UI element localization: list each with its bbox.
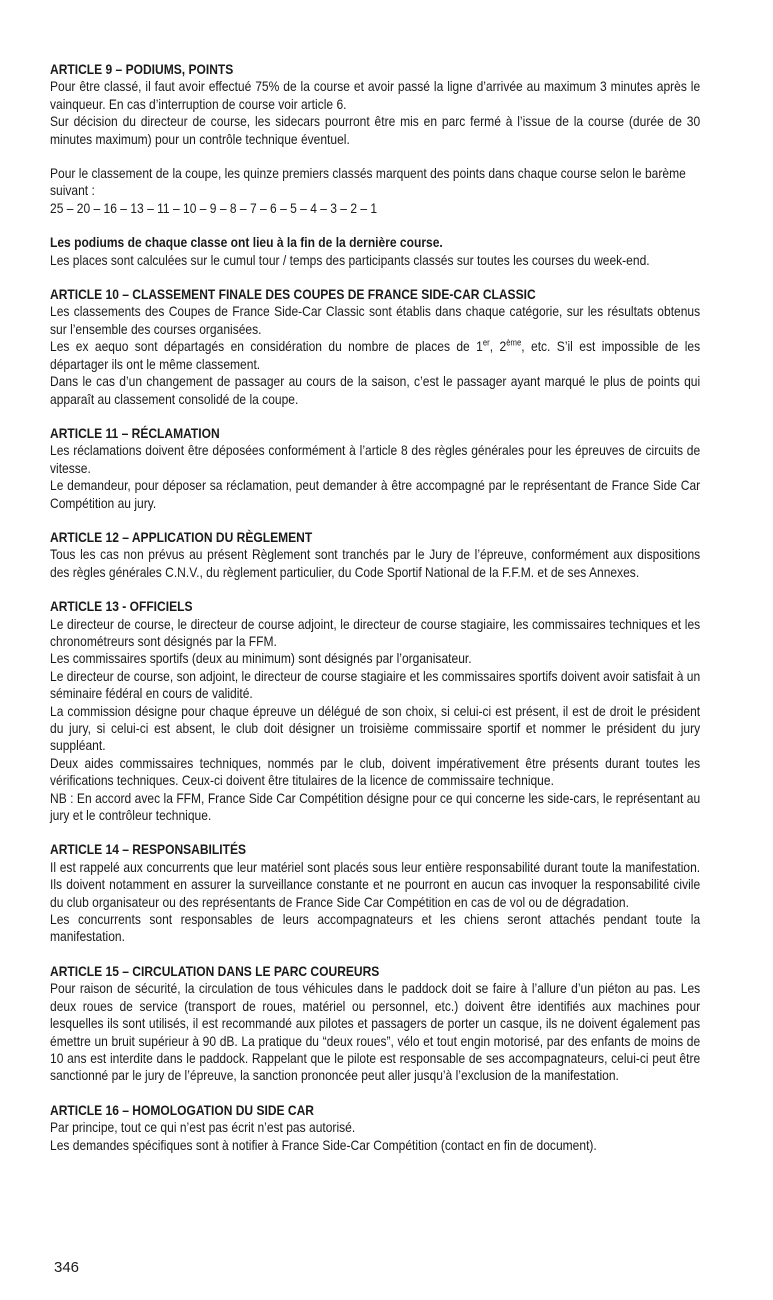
superscript-eme: ème: [506, 337, 522, 348]
article-11: [50, 425, 700, 512]
paragraph: Tous les cas non prévus au présent Règlement sont tranchés par le Jury de l’épreuve, conformément aux dispositions des règles générales C.N.V., du règlement particulier, du Code Sportif National de la F.F.M. et de ses Annexes.: [50, 546, 701, 580]
ex-aequo-text: , etc. S’il est impossible de les départager ils ont le même classement.: [50, 338, 701, 372]
paragraph-gap: [50, 148, 700, 165]
paragraph-gap: [50, 217, 700, 234]
paragraph: Le demandeur, pour déposer sa réclamation, peut demander à être accompagné par le représentant de France Side Car Compétition au jury.: [50, 477, 701, 511]
paragraph: Les classements des Coupes de France Side-Car Classic sont établis dans chaque catégorie, sur les résultats obtenus sur l’ensemble des courses organisées.: [50, 303, 701, 337]
article-13: [50, 598, 700, 824]
article-14: [50, 841, 700, 945]
ex-aequo-text: , 2: [489, 338, 507, 355]
ex-aequo-text: Les ex aequo sont départagés en considération du nombre de places de 1: [50, 338, 483, 355]
paragraph: Par principe, tout ce qui n’est pas écrit n’est pas autorisé.: [50, 1119, 356, 1136]
paragraph: Pour raison de sécurité, la circulation de tous véhicules dans le paddock doit se faire à l’allure d’un piéton au pas. Les deux roues de service (transport de roues, matériel ou personnel, etc.) doivent être identifiés aux machines pour lesquelles ils sont utilisés, il est recommandé aux pilotes et passagers de porter un casque, ils ne doivent également pas émettre un bruit supérieur à 90 dB. La pratique du “deux roues”, vélo et tout engin motorisé, par des enfants de moins de 10 ans est interdite dans le paddock. Rappelant que le pilote est responsable de ses accompagnateurs, celui-ci peut être sanctionné par le jury de l’épreuve, la sanction prononcée peut aller jusqu’à l’exclusion de la manifestation.: [50, 980, 701, 1084]
article-heading: ARTICLE 9 – PODIUMS, POINTS: [50, 61, 234, 77]
paragraph: Les places sont calculées sur le cumul tour / temps des participants classés sur toutes les courses du week-end.: [50, 251, 650, 268]
paragraph: Les commissaires sportifs (deux au minimum) sont désignés par l’organisateur.: [50, 650, 472, 667]
paragraph: Dans le cas d’un changement de passager au cours de la saison, c’est le passager ayant marqué le plus de points qui apparaît au classement consolidé de la coupe.: [50, 373, 701, 407]
article-heading: ARTICLE 15 – CIRCULATION DANS LE PARC COUREURS: [50, 962, 380, 979]
paragraph: Les concurrents sont responsables de leurs accompagnateurs et les chiens seront attachés pendant toute la manifestation.: [50, 911, 701, 945]
article-heading: ARTICLE 14 – RESPONSABILITÉS: [50, 841, 247, 858]
article-heading: ARTICLE 10 – CLASSEMENT FINALE DES COUPES DE FRANCE SIDE-CAR CLASSIC: [50, 286, 536, 303]
paragraph: NB : En accord avec la FFM, France Side Car Compétition désigne pour ce qui concerne les side-cars, le représentant au jury et le contrôleur technique.: [50, 789, 701, 824]
paragraph: Pour être classé, il faut avoir effectué 75% de la course et avoir passé la ligne d’arrivée au maximum 3 minutes après le vainqueur. En cas d’interruption de course voir article 6.: [50, 78, 701, 112]
paragraph: Le directeur de course, le directeur de course adjoint, le directeur de course stagiaire, les commissaires techniques et les chronométreurs sont désignés par la FFM.: [50, 615, 701, 649]
paragraph: Pour le classement de la coupe, les quinze premiers classés marquent des points dans chaque course selon le barème suivant :: [50, 165, 686, 199]
article-heading: ARTICLE 11 – RÉCLAMATION: [50, 424, 220, 441]
paragraph: Le directeur de course, son adjoint, le directeur de course stagiaire et les commissaires sportifs doivent avoir satisfait à un séminaire fédéral en cours de validité.: [50, 667, 701, 702]
article-9: [50, 61, 700, 269]
bold-statement: Les podiums de chaque classe ont lieu à la fin de la dernière course.: [50, 234, 443, 251]
page-number: 346: [54, 1259, 80, 1276]
ex-aequo-paragraph: [50, 338, 700, 373]
paragraph: Il est rappelé aux concurrents que leur matériel sont placés sous leur entière responsabilité durant toute la manifestation. Ils doivent notamment en assurer la surveillance constante et ne pourront en aucun cas invoquer la responsabilité civile du club organisateur ou des représentants de France Side Car Compétition en cas de vol ou de dégradation.: [50, 858, 701, 910]
article-16: [50, 1102, 700, 1154]
superscript-er: er: [482, 337, 490, 348]
paragraph: La commission désigne pour chaque épreuve un délégué de son choix, si celui-ci est présent, il est de droit le président du jury, si celui-ci est absent, le club doit désigner un troisième commissaire sportif et nommer le président du jury suppléant.: [50, 702, 701, 754]
paragraph: Les réclamations doivent être déposées conformément à l’article 8 des règles générales pour les épreuves de circuits de vitesse.: [50, 442, 701, 476]
document-page: [50, 61, 700, 1171]
article-heading: ARTICLE 16 – HOMOLOGATION DU SIDE CAR: [50, 1101, 315, 1118]
paragraph: 25 – 20 – 16 – 13 – 11 – 10 – 9 – 8 – 7 – 6 – 5 – 4 – 3 – 2 – 1: [50, 199, 378, 216]
article-heading: ARTICLE 12 – APPLICATION DU RÈGLEMENT: [50, 528, 313, 545]
paragraph: Les demandes spécifiques sont à notifier à France Side-Car Compétition (contact en fin de document).: [50, 1136, 597, 1153]
article-15: [50, 963, 700, 1085]
paragraph: Deux aides commissaires techniques, nommés par le club, doivent impérativement être présents durant toutes les vérifications techniques. Ceux-ci doivent être titulaires de la licence de commissaire technique.: [50, 754, 701, 789]
paragraph: Sur décision du directeur de course, les sidecars pourront être mis en parc fermé à l’issue de la course (durée de 30 minutes maximum) pour un contrôle technique éventuel.: [50, 113, 701, 147]
article-heading: ARTICLE 13 - OFFICIELS: [50, 598, 193, 615]
article-12: [50, 529, 700, 581]
article-10: [50, 286, 700, 408]
